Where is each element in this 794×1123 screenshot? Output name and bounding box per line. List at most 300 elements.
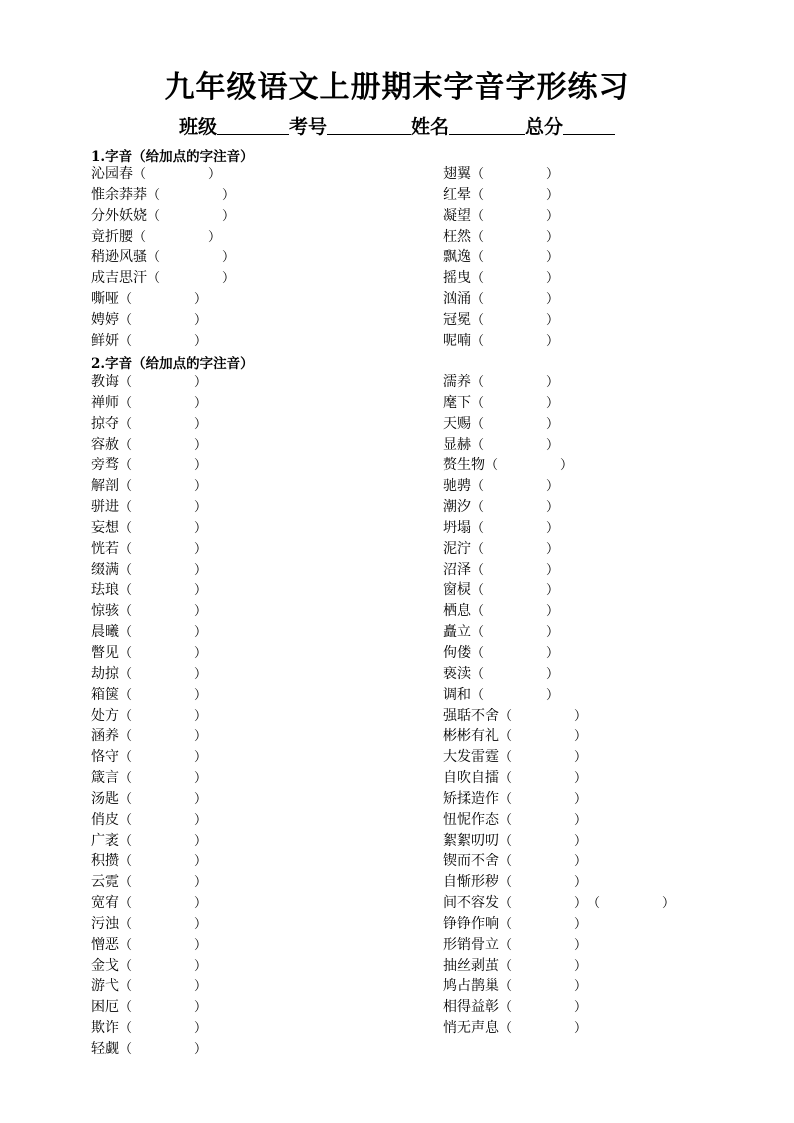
word-text: 积攒: [91, 853, 119, 870]
answer-paren-close: ）: [546, 250, 560, 266]
answer-paren-close: ）: [194, 604, 208, 620]
section1-heading: 1.字音（给加点的字注音）: [91, 149, 254, 165]
word-item: [443, 747, 675, 768]
word-text: 锲而不舍: [443, 853, 499, 870]
section2-right-column: [443, 372, 675, 1039]
answer-paren-open: （: [119, 791, 133, 807]
answer-paren-open: （: [499, 833, 513, 849]
answer-paren-close: ）: [194, 729, 208, 745]
class-blank[interactable]: [217, 116, 289, 135]
word-item: [443, 289, 559, 310]
answer-paren-open: （: [119, 333, 133, 349]
word-item: [91, 310, 235, 331]
answer-paren-close: ）: [194, 375, 208, 390]
answer-paren-close: ）: [194, 562, 208, 578]
word-item: [91, 414, 207, 435]
answer-paren-close: ）: [546, 479, 560, 495]
answer-paren-close: ）: [194, 458, 208, 474]
word-item: [91, 393, 207, 414]
word-text: 泥泞: [443, 540, 471, 557]
answer-paren-close: ）: [194, 395, 208, 411]
student-info-line: [0, 112, 794, 139]
answer-paren-open: （: [471, 520, 485, 536]
answer-paren-open: （: [119, 583, 133, 599]
answer-paren-close: ）: [194, 896, 208, 912]
answer-paren-open: （: [119, 729, 133, 745]
answer-paren-open: （: [499, 729, 513, 745]
answer-paren-close: ）: [546, 271, 560, 287]
answer-paren-open: （: [471, 416, 485, 432]
word-text: 瞥见: [91, 644, 119, 661]
answer-paren-close: ）: [574, 937, 588, 953]
answer-paren-open: （: [119, 687, 133, 703]
word-text: 成吉思汗: [91, 270, 147, 287]
word-text: 矫揉造作: [443, 790, 499, 807]
section1-right-column: [443, 164, 559, 352]
word-text: 妄想: [91, 519, 119, 536]
answer-paren-close: ）: [546, 541, 560, 557]
answer-paren-open: （: [587, 896, 601, 912]
answer-paren-open: （: [471, 666, 485, 682]
answer-paren-open: （: [119, 458, 133, 474]
answer-paren-close: ）: [194, 541, 208, 557]
exam-no-blank[interactable]: [327, 116, 411, 135]
answer-paren-open: （: [471, 167, 485, 182]
answer-paren-open: （: [147, 208, 161, 224]
word-text: 摇曳: [443, 270, 471, 287]
answer-paren-open: （: [119, 937, 133, 953]
word-text: 恍若: [91, 540, 119, 557]
word-item: [443, 601, 675, 622]
word-item: [91, 956, 207, 977]
answer-paren-close: ）: [574, 750, 588, 766]
answer-paren-open: （: [471, 583, 485, 599]
answer-paren-open: （: [471, 312, 485, 328]
word-item: [91, 206, 235, 227]
answer-paren-close: ）: [194, 1021, 208, 1037]
word-item: [91, 539, 207, 560]
word-item: [443, 956, 675, 977]
answer-paren-open: （: [471, 187, 485, 203]
word-item: [443, 310, 559, 331]
word-item: [91, 851, 207, 872]
answer-paren-close: ）: [194, 437, 208, 453]
answer-paren-open: （: [471, 271, 485, 287]
answer-paren-close: ）: [546, 416, 560, 432]
word-text: 栖息: [443, 603, 471, 620]
answer-paren-open: （: [119, 541, 133, 557]
word-item: [443, 164, 559, 185]
word-text: 沼泽: [443, 561, 471, 578]
answer-paren-close: ）: [574, 833, 588, 849]
word-text: 娉婷: [91, 311, 119, 328]
answer-paren-close: ）: [546, 208, 560, 224]
word-item: [91, 1039, 207, 1060]
answer-paren-close: ）: [194, 333, 208, 349]
answer-paren-open: （: [119, 562, 133, 578]
answer-paren-open: （: [119, 833, 133, 849]
answer-paren-close: ）: [194, 771, 208, 787]
answer-paren-close: ）: [194, 500, 208, 516]
word-text: 涵养: [91, 728, 119, 745]
answer-paren-close: ）: [194, 625, 208, 641]
answer-paren-open: （: [119, 1042, 133, 1057]
word-item: [443, 414, 675, 435]
answer-paren-close: ）: [194, 1000, 208, 1016]
word-text: 麾下: [443, 394, 471, 411]
word-text: 掠夺: [91, 415, 119, 432]
word-text: 禅师: [91, 394, 119, 411]
answer-paren-close: ）: [222, 208, 236, 224]
word-item: [91, 372, 207, 393]
answer-paren-open: （: [499, 1021, 513, 1037]
word-item: [443, 997, 675, 1018]
word-text: 云霓: [91, 874, 119, 891]
answer-paren-close: ）: [194, 292, 208, 308]
answer-paren-open: （: [471, 250, 485, 266]
word-item: [443, 476, 675, 497]
word-text: 解剖: [91, 478, 119, 495]
answer-paren-close: ）: [194, 979, 208, 995]
word-text: 天赐: [443, 415, 471, 432]
word-text: 絮絮叨叨: [443, 832, 499, 849]
answer-paren-close: ）: [546, 333, 560, 349]
word-item: [91, 622, 207, 643]
word-text: 彬彬有礼: [443, 728, 499, 745]
answer-paren-open: （: [119, 750, 133, 766]
word-item: [443, 518, 675, 539]
answer-paren-open: （: [147, 271, 161, 287]
word-text: 沁园春: [91, 166, 133, 182]
answer-paren-open: （: [471, 645, 485, 661]
answer-paren-close: ）: [574, 791, 588, 807]
word-item: [91, 227, 235, 248]
word-item: [443, 810, 675, 831]
answer-paren-open: （: [499, 771, 513, 787]
answer-paren-close: ）: [574, 771, 588, 787]
answer-paren-close: ）: [194, 854, 208, 870]
answer-paren-open: （: [471, 687, 485, 703]
word-item: [91, 643, 207, 664]
answer-paren-close: ）: [574, 729, 588, 745]
word-text: 潮汐: [443, 499, 471, 516]
answer-paren-open: （: [471, 395, 485, 411]
answer-paren-open: （: [471, 625, 485, 641]
word-text: 晨曦: [91, 624, 119, 641]
answer-paren-close: ）: [208, 167, 222, 182]
answer-paren-open: （: [119, 520, 133, 536]
answer-paren-close: ）: [574, 875, 588, 891]
answer-paren-close: ）: [574, 854, 588, 870]
answer-paren-open: （: [499, 937, 513, 953]
section1-left-column: [91, 164, 235, 352]
word-item: [443, 268, 559, 289]
answer-paren-close: ）: [194, 708, 208, 724]
word-item: [443, 685, 675, 706]
answer-paren-open: （: [119, 479, 133, 495]
word-text: 调和: [443, 686, 471, 703]
answer-paren-open: （: [499, 958, 513, 974]
answer-paren-close: ）: [194, 312, 208, 328]
answer-paren-open: （: [499, 812, 513, 828]
answer-paren-close: ）: [662, 896, 676, 912]
word-item: [443, 851, 675, 872]
word-item: [91, 893, 207, 914]
answer-paren-open: （: [471, 604, 485, 620]
word-item: [91, 831, 207, 852]
answer-paren-close: ）: [546, 500, 560, 516]
word-item: [443, 435, 675, 456]
word-text: 枉然: [443, 228, 471, 245]
answer-paren-close: ）: [546, 375, 560, 390]
word-item: [91, 976, 207, 997]
answer-paren-open: （: [119, 375, 133, 390]
word-item: [91, 601, 207, 622]
word-text: 污浊: [91, 915, 119, 932]
answer-paren-open: （: [119, 395, 133, 411]
word-item: [443, 393, 675, 414]
answer-paren-close: ）: [222, 271, 236, 287]
word-item: [91, 768, 207, 789]
word-text: 濡养: [443, 374, 471, 390]
word-text: 惟余莽莽: [91, 186, 147, 203]
word-text: 箴言: [91, 770, 119, 787]
word-item: [443, 185, 559, 206]
answer-paren-close: ）: [194, 416, 208, 432]
word-item: [443, 664, 675, 685]
word-item: [443, 1018, 675, 1039]
answer-paren-open: （: [499, 916, 513, 932]
answer-paren-open: （: [119, 1021, 133, 1037]
word-text: 亵渎: [443, 665, 471, 682]
answer-paren-close: ）: [194, 750, 208, 766]
word-text: 汤匙: [91, 790, 119, 807]
answer-paren-open: （: [471, 437, 485, 453]
word-text: 翅翼: [443, 166, 471, 182]
word-text: 恪守: [91, 749, 119, 766]
section2-left-column: [91, 372, 207, 1060]
word-item: [443, 768, 675, 789]
answer-paren-open: （: [499, 979, 513, 995]
answer-paren-close: ）: [574, 1000, 588, 1016]
word-text: 呢喃: [443, 332, 471, 349]
answer-paren-close: ）: [574, 1021, 588, 1037]
word-item: [91, 914, 207, 935]
answer-paren-close: ）: [546, 604, 560, 620]
answer-paren-close: ）: [194, 645, 208, 661]
word-item: [91, 810, 207, 831]
word-item: [91, 664, 207, 685]
word-text: 赘生物: [443, 457, 485, 474]
word-text: 宽宥: [91, 895, 119, 912]
word-item: [443, 914, 675, 935]
answer-paren-open: （: [499, 896, 513, 912]
answer-paren-close: ）: [560, 458, 574, 474]
answer-paren-close: ）: [574, 916, 588, 932]
name-blank[interactable]: [449, 116, 525, 135]
answer-paren-close: ）: [222, 187, 236, 203]
answer-paren-close: ）: [546, 666, 560, 682]
word-item: [443, 331, 559, 352]
word-text: 劫掠: [91, 665, 119, 682]
word-item: [91, 185, 235, 206]
answer-paren-close: ）: [222, 250, 236, 266]
answer-paren-open: （: [119, 437, 133, 453]
word-text: 间不容发: [443, 895, 499, 912]
word-text: 分外妖娆: [91, 207, 147, 224]
answer-paren-open: （: [133, 167, 147, 182]
answer-paren-close: ）: [194, 812, 208, 828]
answer-paren-open: （: [119, 708, 133, 724]
answer-paren-open: （: [119, 666, 133, 682]
answer-paren-close: ）: [574, 896, 588, 912]
answer-paren-close: ）: [546, 520, 560, 536]
word-text: 显赫: [443, 436, 471, 453]
answer-paren-open: （: [471, 375, 485, 390]
word-text: 凝望: [443, 207, 471, 224]
word-item: [91, 580, 207, 601]
word-text: 汹涌: [443, 291, 471, 308]
answer-paren-open: （: [471, 500, 485, 516]
answer-paren-close: ）: [194, 1042, 208, 1057]
word-item: [443, 455, 675, 476]
word-text: 惊骇: [91, 603, 119, 620]
word-item: [443, 539, 675, 560]
word-text: 矗立: [443, 624, 471, 641]
word-text: 形销骨立: [443, 936, 499, 953]
word-text: 佝偻: [443, 644, 471, 661]
answer-paren-close: ）: [546, 292, 560, 308]
word-item: [91, 247, 235, 268]
answer-paren-close: ）: [194, 520, 208, 536]
answer-paren-close: ）: [546, 562, 560, 578]
word-item: [91, 497, 207, 518]
answer-paren-close: ）: [194, 833, 208, 849]
answer-paren-close: ）: [574, 708, 588, 724]
word-text: 自惭形秽: [443, 874, 499, 891]
answer-paren-close: ）: [194, 687, 208, 703]
answer-paren-open: （: [499, 750, 513, 766]
word-item: [443, 206, 559, 227]
word-text: 竟折腰: [91, 228, 133, 245]
word-item: [443, 872, 675, 893]
word-text: 欺诈: [91, 1020, 119, 1037]
answer-paren-open: （: [499, 1000, 513, 1016]
word-item: [91, 289, 235, 310]
answer-paren-open: （: [499, 791, 513, 807]
score-blank[interactable]: [563, 116, 615, 135]
word-item: [443, 497, 675, 518]
word-item: [443, 726, 675, 747]
word-text: 箱箧: [91, 686, 119, 703]
word-text: 金戈: [91, 957, 119, 974]
answer-paren-close: ）: [194, 583, 208, 599]
word-item: [91, 685, 207, 706]
word-text: 坍塌: [443, 519, 471, 536]
word-item: [91, 560, 207, 581]
answer-paren-close: ）: [574, 958, 588, 974]
word-item: [91, 997, 207, 1018]
word-item: [443, 227, 559, 248]
answer-paren-open: （: [119, 1000, 133, 1016]
word-item: [91, 331, 235, 352]
answer-paren-open: （: [119, 916, 133, 932]
word-item: [91, 455, 207, 476]
word-text: 游弋: [91, 978, 119, 995]
answer-paren-open: （: [471, 479, 485, 495]
word-text: 抽丝剥茧: [443, 957, 499, 974]
answer-paren-close: ）: [546, 625, 560, 641]
exam-no-label: 考号: [288, 116, 327, 138]
word-item: [91, 789, 207, 810]
word-item: [91, 518, 207, 539]
answer-paren-close: ）: [546, 312, 560, 328]
answer-paren-close: ）: [194, 916, 208, 932]
word-text: 广袤: [91, 832, 119, 849]
answer-paren-open: （: [119, 771, 133, 787]
word-text: 飘逸: [443, 249, 471, 266]
answer-paren-close: ）: [194, 479, 208, 495]
word-text: 冠冕: [443, 311, 471, 328]
answer-paren-close: ）: [208, 229, 222, 245]
word-item: [443, 643, 675, 664]
score-label: 总分: [525, 116, 564, 138]
word-text: 教诲: [91, 374, 119, 390]
answer-paren-open: （: [119, 958, 133, 974]
word-text: 嘶哑: [91, 291, 119, 308]
answer-paren-open: （: [119, 416, 133, 432]
answer-paren-open: （: [499, 708, 513, 724]
answer-paren-open: （: [119, 979, 133, 995]
answer-paren-open: （: [147, 250, 161, 266]
word-text: 旁骛: [91, 457, 119, 474]
word-text: 鸠占鹊巢: [443, 978, 499, 995]
answer-paren-open: （: [471, 229, 485, 245]
word-item: [443, 560, 675, 581]
answer-paren-open: （: [119, 312, 133, 328]
answer-paren-open: （: [471, 541, 485, 557]
word-item: [91, 164, 235, 185]
word-item: [443, 372, 675, 393]
answer-paren-open: （: [147, 187, 161, 203]
answer-paren-open: （: [119, 625, 133, 641]
word-text: 处方: [91, 707, 119, 724]
word-text: 缀满: [91, 561, 119, 578]
word-text: 珐琅: [91, 582, 119, 599]
word-item: [91, 268, 235, 289]
answer-paren-close: ）: [574, 812, 588, 828]
word-text: 轻觑: [91, 1041, 119, 1057]
answer-paren-open: （: [119, 854, 133, 870]
word-item: [443, 935, 675, 956]
answer-paren-open: （: [133, 229, 147, 245]
answer-paren-open: （: [471, 333, 485, 349]
word-item: [91, 706, 207, 727]
word-item: [443, 580, 675, 601]
answer-paren-close: ）: [546, 645, 560, 661]
word-item: [443, 706, 675, 727]
word-text: 驰骋: [443, 478, 471, 495]
word-item: [443, 976, 675, 997]
word-text: 稍逊风骚: [91, 249, 147, 266]
word-text: 骈进: [91, 499, 119, 516]
word-item: [443, 893, 675, 914]
answer-paren-open: （: [485, 458, 499, 474]
word-text: 困厄: [91, 999, 119, 1016]
answer-paren-close: ）: [194, 875, 208, 891]
answer-paren-open: （: [119, 896, 133, 912]
answer-paren-open: （: [499, 875, 513, 891]
